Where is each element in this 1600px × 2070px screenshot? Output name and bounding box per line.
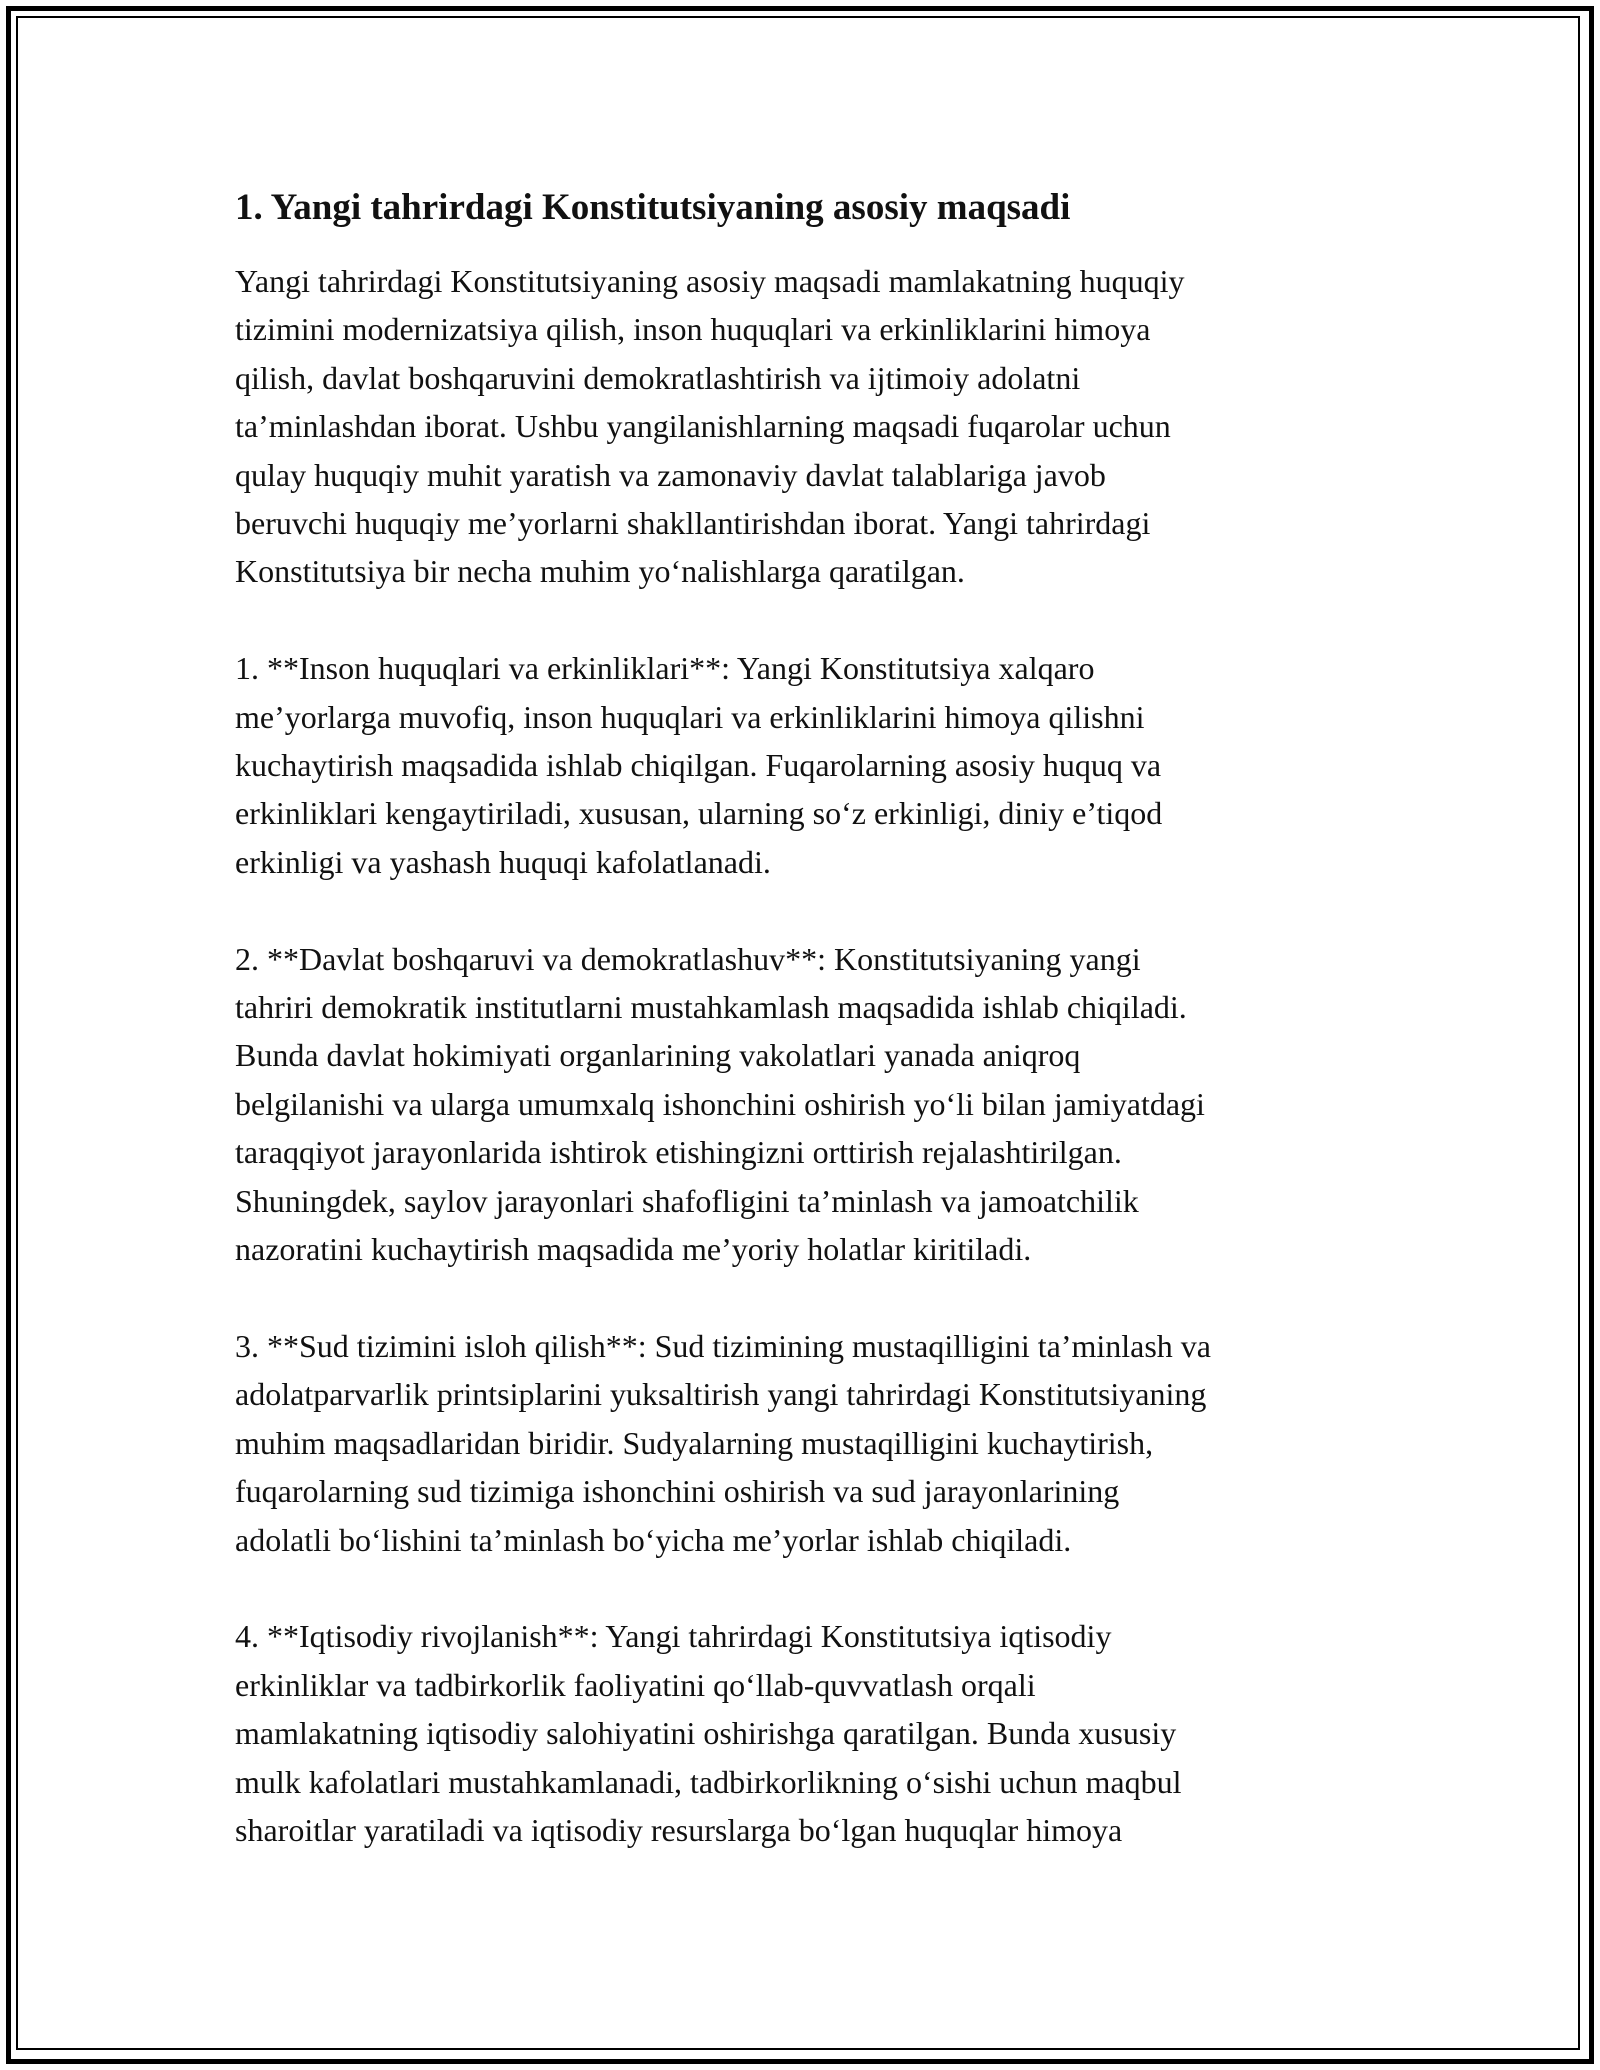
- text-line: kuchaytirish maqsadida ishlab chiqilgan. Fuqarolarning asosiy huquq va: [235, 747, 1162, 784]
- text-line: 2. **Davlat boshqaruvi va demokratlashuv**: Konstitutsiyaning yangi: [235, 940, 1141, 977]
- text-line: qilish, davlat boshqaruvini demokratlashtirish va ijtimoiy adolatni: [235, 359, 1081, 396]
- text-line: me’yorlarga muvofiq, inson huquqlari va erkinliklarini himoya qilishni: [235, 698, 1145, 735]
- text-line: muhim maqsadlaridan biridir. Sudyalarning mustaqilligini kuchaytirish,: [235, 1424, 1154, 1461]
- text-line: beruvchi huquqiy me’yorlarni shakllantirishdan iborat. Yangi tahrirdagi: [235, 505, 1151, 542]
- text-line: 1. **Inson huquqlari va erkinliklari**: Yangi Konstitutsiya xalqaro: [235, 650, 1095, 687]
- text-line: tizimini modernizatsiya qilish, inson huquqlari va erkinliklarini himoya: [235, 311, 1151, 348]
- text-line: 3. **Sud tizimini isloh qilish**: Sud tizimining mustaqilligini ta’minlash va: [235, 1327, 1211, 1364]
- text-line: Shuningdek, saylov jarayonlari shafofligini ta’minlash va jamoatchilik: [235, 1182, 1139, 1219]
- text-line: Yangi tahrirdagi Konstitutsiyaning asosiy maqsadi mamlakatning huquqiy: [235, 263, 1185, 299]
- text-line: erkinligi va yashash huquqi kafolatlanadi.: [235, 843, 771, 880]
- text-line: mulk kafolatlari mustahkamlanadi, tadbirkorlikning o‘sishi uchun maqbul: [235, 1763, 1182, 1800]
- text-line: qulay huquqiy muhit yaratish va zamonaviy davlat talablariga javob: [235, 456, 1106, 493]
- text-line: sharoitlar yaratiladi va iqtisodiy resurslarga bo‘lgan huquqlar himoya: [235, 1811, 1123, 1848]
- text-line: erkinliklar va tadbirkorlik faoliyatini qo‘llab-quvvatlash orqali: [235, 1666, 1036, 1703]
- paragraph-state-governance: [235, 935, 1365, 1274]
- text-line: tahriri demokratik institutlarni mustahkamlash maqsadida ishlab chiqiladi.: [235, 989, 1187, 1026]
- text-line: adolatli bo‘lishini ta’minlash bo‘yicha me’yorlar ishlab chiqiladi.: [235, 1521, 1072, 1558]
- section-heading: 1. Yangi tahrirdagi Konstitutsiyaning asosiy maqsadi: [235, 187, 1071, 228]
- text-line: erkinliklari kengaytiriladi, xususan, ularning so‘z erkinligi, diniy e’tiqod: [235, 795, 1163, 832]
- text-line: nazoratini kuchaytirish maqsadida me’yoriy holatlar kiritiladi.: [235, 1231, 1032, 1268]
- paragraph-judicial-reform: [235, 1322, 1365, 1564]
- paragraph-economic-development: [235, 1612, 1365, 1854]
- text-line: taraqqiyot jarayonlarida ishtirok etishingizni orttirish rejalashtirilgan.: [235, 1134, 1122, 1171]
- text-line: Konstitutsiya bir necha muhim yo‘nalishlarga qaratilgan.: [235, 553, 965, 590]
- intro-paragraph: [235, 257, 1365, 596]
- document-body: [235, 185, 1365, 1854]
- paragraph-human-rights: [235, 644, 1365, 886]
- text-line: mamlakatning iqtisodiy salohiyatini oshirishga qaratilgan. Bunda xususiy: [235, 1715, 1177, 1752]
- text-line: Bunda davlat hokimiyati organlarining vakolatlari yanada aniqroq: [235, 1037, 1081, 1074]
- text-line: 4. **Iqtisodiy rivojlanish**: Yangi tahrirdagi Konstitutsiya iqtisodiy: [235, 1618, 1112, 1655]
- text-line: fuqarolarning sud tizimiga ishonchini oshirish va sud jarayonlarining: [235, 1473, 1120, 1510]
- text-line: adolatparvarlik printsiplarini yuksaltirish yangi tahrirdagi Konstitutsiyaning: [235, 1376, 1207, 1413]
- text-line: ta’minlashdan iborat. Ushbu yangilanishlarning maqsadi fuqarolar uchun: [235, 408, 1171, 445]
- text-line: belgilanishi va ularga umumxalq ishonchini oshirish yo‘li bilan jamiyatdagi: [235, 1085, 1205, 1122]
